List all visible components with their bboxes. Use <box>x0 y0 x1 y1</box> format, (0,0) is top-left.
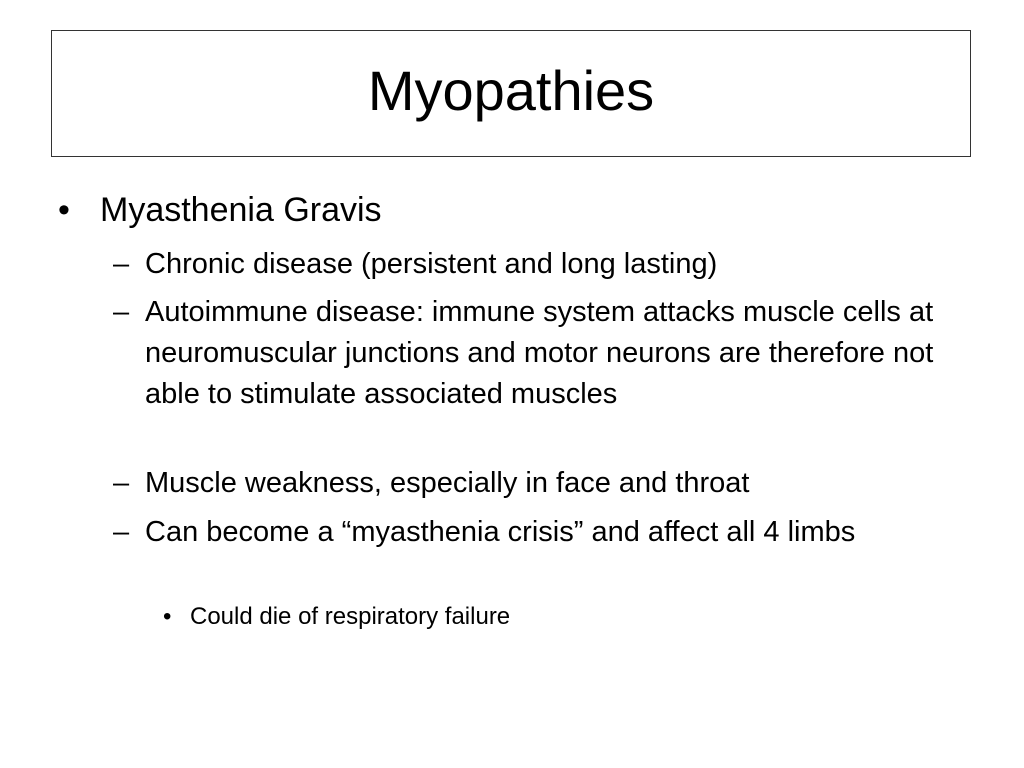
slide-title: Myopathies <box>367 58 655 122</box>
bullet-level2-autoimmune: Autoimmune disease: immune system attacks muscle cells at neuromuscular junctions and motor neurons are therefore not able to stimulate associated muscles <box>145 296 934 410</box>
bullet-level1-myasthenia-gravis: Myasthenia Gravis <box>100 191 382 229</box>
dash-marker: – <box>113 248 130 280</box>
bullet-level2-myasthenia-crisis: Can become a “myasthenia crisis” and affect all 4 limbs <box>145 516 856 548</box>
dash-marker: – <box>113 516 130 548</box>
slide-title-box <box>51 30 971 157</box>
bullet-marker: • <box>163 603 172 630</box>
bullet-marker: • <box>58 191 70 229</box>
bullet-level2-muscle-weakness: Muscle weakness, especially in face and throat <box>145 467 750 499</box>
bullet-level2-chronic: Chronic disease (persistent and long lasting) <box>145 248 718 280</box>
dash-marker: – <box>113 296 130 328</box>
bullet-level3-respiratory-failure: Could die of respiratory failure <box>190 603 511 630</box>
dash-marker: – <box>113 467 130 499</box>
